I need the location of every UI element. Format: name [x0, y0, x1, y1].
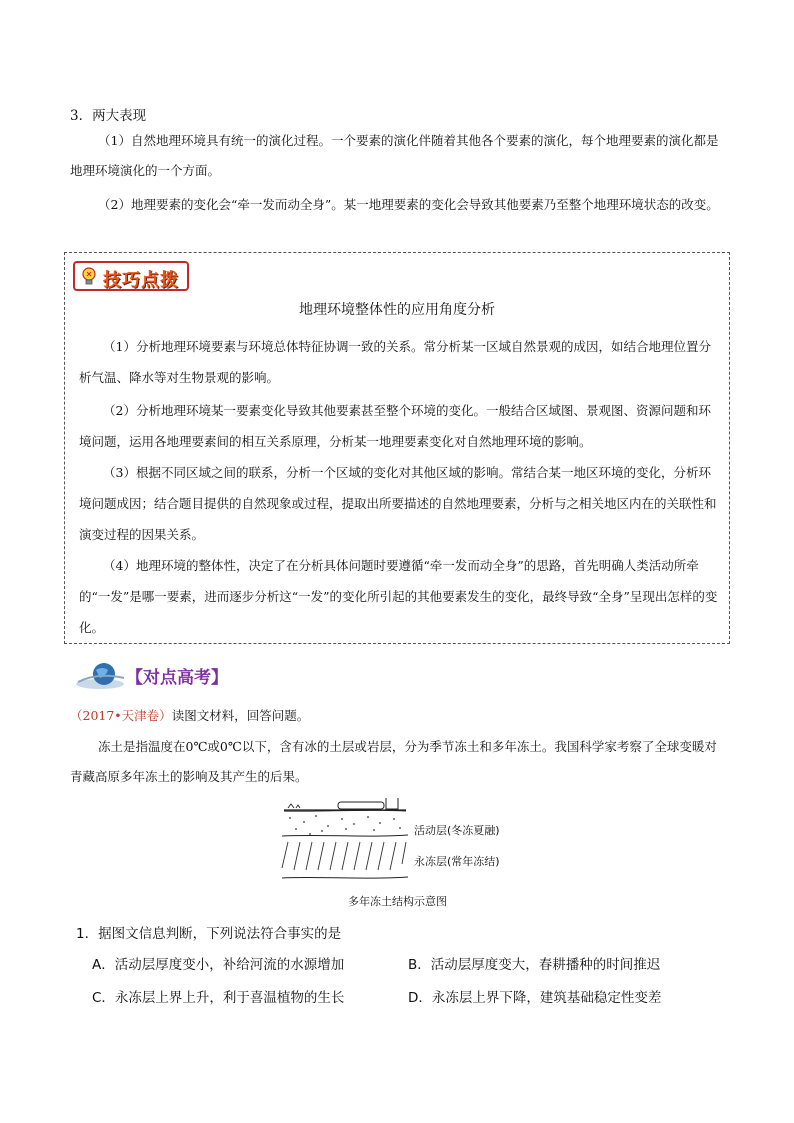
- tip-badge: [73, 261, 189, 291]
- material-intro: 冻土是指温度在0℃或0℃以下，含有冰的土层或岩层，分为季节冻土和多年冻土。我国科学家考察了全球变暖对青藏高原多年冻土的影响及其产生的后果。: [70, 739, 717, 784]
- option-b: B．活动层厚度变大，春耕播种的时间推迟: [408, 957, 661, 973]
- question-source: [70, 706, 309, 724]
- source-year: （2017•天津卷）: [70, 708, 172, 723]
- source-instruction: 读图文材料，回答问题。: [171, 708, 310, 723]
- lightbulb-icon: [79, 266, 99, 286]
- figure-caption: 多年冻土结构示意图: [348, 895, 447, 908]
- option-d: D．永冻层上界下降，建筑基础稳定性变差: [408, 990, 662, 1006]
- tip-paragraph-4: （4）地理环境的整体性，决定了在分析具体问题时要遵循“牵一发而动全身”的思路，首先明确人类活动所牵的“一发”是哪一要素，进而逐步分析这“一发”的变化所引起的其他要素发生的变化，最终导致“全身”呈现出怎样的变化。: [79, 558, 718, 635]
- tip-paragraph-3: （3）根据不同区域之间的联系，分析一个区域的变化对其他区域的影响。常结合某一地区环境的变化，分析环境问题成因；结合题目提供的自然现象或过程，提取出所要描述的自然地理要素，分析与之相关地区内在的关联性和演变过程的因果关系。: [79, 465, 717, 542]
- section-paragraph-1: （1）自然地理环境具有统一的演化过程。一个要素的演化伴随着其他各个要素的演化，每个地理要素的演化都是地理环境演化的一个方面。: [70, 133, 719, 178]
- tip-box: [64, 252, 730, 644]
- option-a: A．活动层厚度变小，补给河流的水源增加: [92, 957, 345, 973]
- tip-paragraph-2: （2）分析地理环境某一要素变化导致其他要素甚至整个环境的变化。一般结合区域图、景观图、资源问题和环境问题，运用各地理要素间的相互关系原理，分析某一地理要素变化对自然地理环境的影响。: [79, 403, 711, 449]
- tip-paragraph-1: （1）分析地理环境要素与环境总体特征协调一致的关系。常分析某一区域自然景观的成因，如结合地理位置分析气温、降水等对生物景观的影响。: [79, 339, 711, 385]
- permafrost-layer-label: 永冻层(常年冻结): [414, 855, 500, 868]
- section-title: 3．两大表现: [70, 108, 147, 124]
- question-stem: 1．据图文信息判断，下列说法符合事实的是: [76, 926, 342, 942]
- section-paragraph-2: （2）地理要素的变化会“牵一发而动全身”。某一地理要素的变化会导致其他要素乃至整个地理环境状态的改变。: [98, 197, 719, 212]
- gaokao-section-title: 【对点高考】: [126, 668, 228, 688]
- globe-icon: [74, 660, 128, 692]
- active-layer-label: 活动层(冬冻夏融): [414, 824, 500, 837]
- tip-badge-label: 技巧点拨: [103, 270, 179, 291]
- option-c: C．永冻层上界上升，利于喜温植物的生长: [92, 990, 345, 1006]
- tip-heading: 地理环境整体性的应用角度分析: [299, 302, 495, 318]
